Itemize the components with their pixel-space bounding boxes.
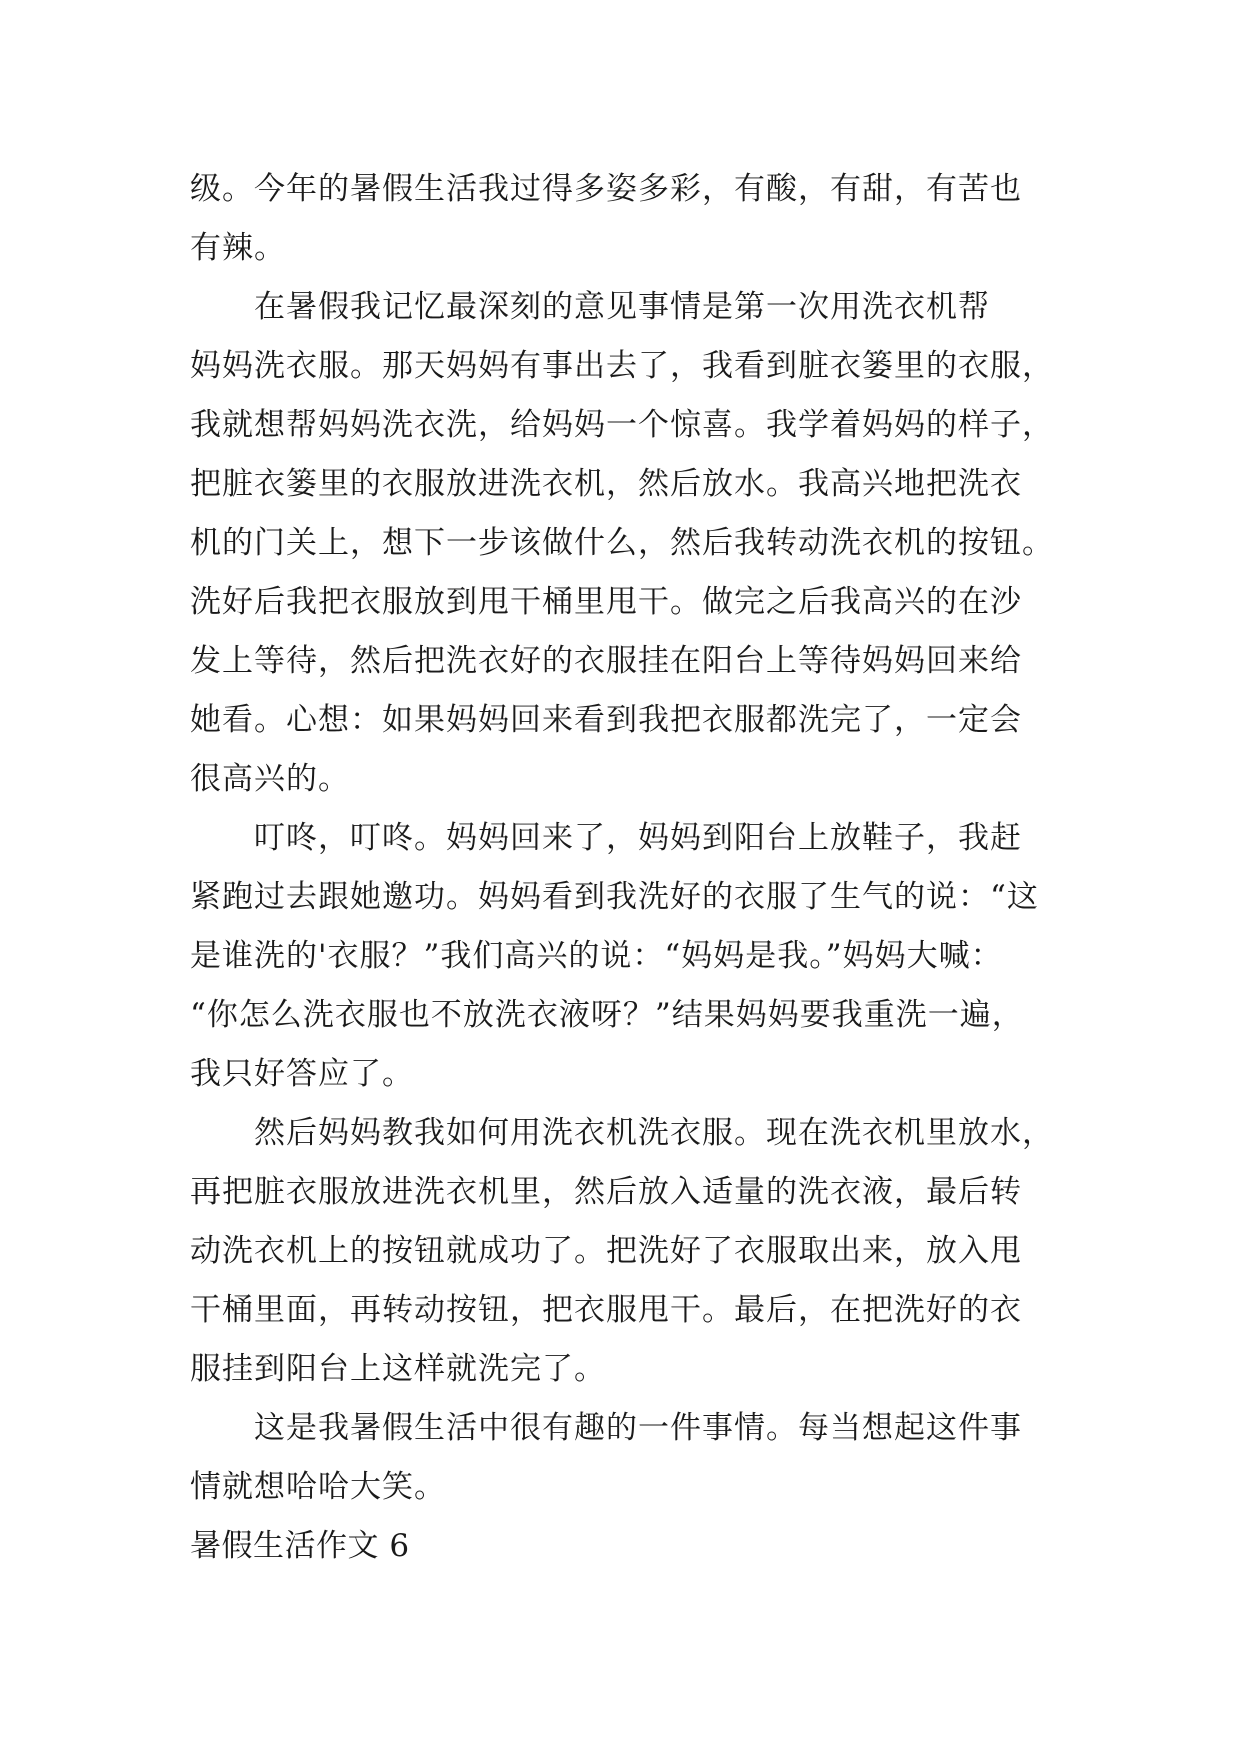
text-line: 紧跑过去跟她邀功。妈妈看到我洗好的衣服了生气的说：“这 xyxy=(190,879,1039,915)
text-line: 妈妈洗衣服。那天妈妈有事出去了，我看到脏衣篓里的衣服， xyxy=(190,348,1054,384)
text-line: 我就想帮妈妈洗衣洗，给妈妈一个惊喜。我学着妈妈的样子， xyxy=(190,407,1054,443)
text-line: 洗好后我把衣服放到甩干桶里甩干。做完之后我高兴的在沙 xyxy=(190,584,1022,620)
paragraph-start-line: 然后妈妈教我如何用洗衣机洗衣服。现在洗衣机里放水， xyxy=(254,1115,1054,1151)
text-line: 我只好答应了。 xyxy=(190,1056,414,1092)
text-line: 干桶里面，再转动按钮，把衣服甩干。最后，在把洗好的衣 xyxy=(190,1292,1022,1328)
text-line: 服挂到阳台上这样就洗完了。 xyxy=(190,1351,606,1387)
text-line: 情就想哈哈大笑。 xyxy=(190,1469,446,1505)
text-line: “你怎么洗衣服也不放洗衣液呀？”结果妈妈要我重洗一遍， xyxy=(190,997,1024,1033)
text-line: 很高兴的。 xyxy=(190,761,350,797)
text-line: 动洗衣机上的按钮就成功了。把洗好了衣服取出来，放入甩 xyxy=(190,1233,1022,1269)
paragraph-start-line: 叮咚，叮咚。妈妈回来了，妈妈到阳台上放鞋子，我赶 xyxy=(254,820,1022,856)
text-line: 有辣。 xyxy=(190,230,286,266)
essay-body xyxy=(190,160,1070,1576)
text-line: 发上等待，然后把洗衣好的衣服挂在阳台上等待妈妈回来给 xyxy=(190,643,1022,679)
text-line: 再把脏衣服放进洗衣机里，然后放入适量的洗衣液，最后转 xyxy=(190,1174,1022,1210)
text-line: 是谁洗的'衣服？”我们高兴的说：“妈妈是我。”妈妈大喊： xyxy=(190,938,1003,974)
text-line: 她看。心想：如果妈妈回来看到我把衣服都洗完了，一定会 xyxy=(190,702,1022,738)
paragraph-start-line: 在暑假我记忆最深刻的意见事情是第一次用洗衣机帮 xyxy=(254,289,990,325)
paragraph-start-line: 这是我暑假生活中很有趣的一件事情。每当想起这件事 xyxy=(254,1410,1022,1446)
text-line: 把脏衣篓里的衣服放进洗衣机，然后放水。我高兴地把洗衣 xyxy=(190,466,1022,502)
text-line: 机的门关上，想下一步该做什么，然后我转动洗衣机的按钮。 xyxy=(190,525,1054,561)
text-line: 级。今年的暑假生活我过得多姿多彩，有酸，有甜，有苦也 xyxy=(190,171,1022,207)
section-heading: 暑假生活作文 6 xyxy=(190,1528,410,1564)
